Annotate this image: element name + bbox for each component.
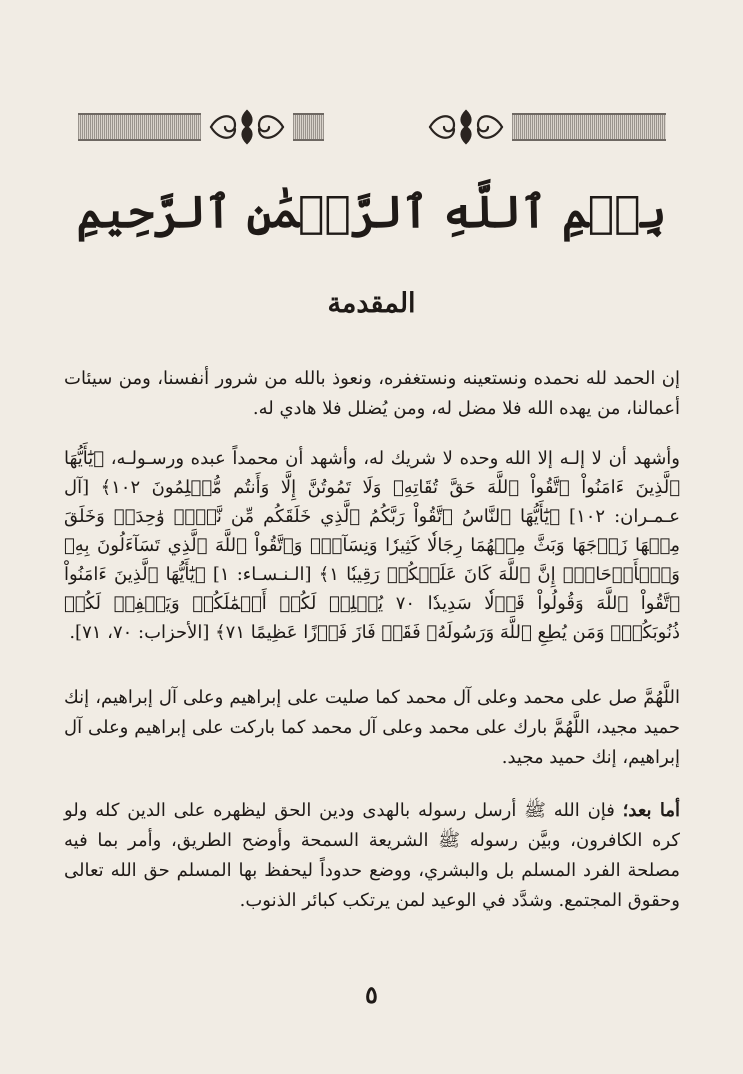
paragraph-text	[64, 444, 680, 647]
paragraph-amma-bad	[64, 796, 680, 916]
ornament-band	[78, 113, 201, 141]
flourish-icon	[420, 103, 512, 151]
basmala: بِسۡمِ ٱللَّهِ ٱلرَّحۡمَٰنِ ٱلرَّحِيمِ	[76, 187, 667, 238]
ornament-band	[512, 113, 666, 141]
ornament-band	[293, 113, 324, 141]
header-ornament-right	[420, 103, 666, 151]
paragraph-testimony	[64, 444, 680, 647]
page-title: المقدمة	[327, 288, 416, 319]
testimony-text: وأشهد أن لا إلـه إلا الله وحده لا شريك له، وأشهد أن محمداً عبده ورسـولـه،	[110, 448, 680, 469]
paragraph-text: اللَّهُمَّ صل على محمد وعلى آل محمد كما صليت على إبراهيم وعلى آل إبراهيم، إنك حميد مجيد، اللَّهُمَّ بارك على محمد وعلى آل محمد كما باركت على إبراهيم وعلى آل إبراهيم، إنك حميد مجيد.	[64, 687, 680, 768]
amma-bad-text: فإن الله ﷺ أرسل رسوله بالهدى ودين الحق ليظهره على الدين كله ولو كره الكافرون، وبيَّن رسوله ﷺ الشريعة السمحة وأوضح الطريق، وأمر بما فيه مصلحة الفرد المسلم بل والبشري، ووضع حدوداً ليحفظ بها المسلم حق الله تعالى وحقوق المجتمع. وشدَّد في الوعيد لمن يرتكب كبائر الذنوب.	[64, 800, 680, 911]
paragraph-praise	[64, 364, 680, 424]
paragraph-text: إن الحمد لله نحمده ونستعينه ونستغفره، ونعوذ بالله من شرور أنفسنا، ومن سيئات أعمالنا، من يهده الله فلا مضل له، ومن يُضلل فلا هادي له.	[64, 368, 680, 419]
flourish-icon	[201, 103, 293, 151]
paragraph-text	[64, 796, 680, 916]
amma-bad-lead: أما بعد؛	[622, 800, 680, 821]
header-ornament-left	[78, 103, 324, 151]
paragraph-salawat	[64, 683, 680, 773]
quran-verses: ﴿يَٰٓأَيُّهَا ٱلَّذِينَ ءَامَنُواْ ٱتَّقُواْ ٱللَّهَ حَقَّ تُقَاتِهِۦ وَلَا تَمُوتُنَّ إِلَّا وَأَنتُم مُّسۡلِمُونَ ١٠٢﴾ [آل عـمـران: ١٠٢] ﴿يَٰٓأَيُّهَا ٱلنَّاسُ ٱتَّقُواْ رَبَّكُمُ ٱلَّذِي خَلَقَكُم مِّن نَّفۡسٖ وَٰحِدَةٖ وَخَلَقَ مِنۡهَا زَوۡجَهَا وَبَثَّ مِنۡهُمَا رِجَالٗا كَثِيرٗا وَنِسَآءٗۚ وَٱتَّقُواْ ٱللَّهَ ٱلَّذِي تَسَآءَلُونَ بِهِۦ وَٱلۡأَرۡحَامَۚ إِنَّ ٱللَّهَ كَانَ عَلَيۡكُمۡ رَقِيبٗا ١﴾ [الـنـسـاء: ١] ﴿يَٰٓأَيُّهَا ٱلَّذِينَ ءَامَنُواْ ٱتَّقُواْ ٱللَّهَ وَقُولُواْ قَوۡلٗا سَدِيدٗا ٧٠ يُصۡلِحۡ لَكُمۡ أَعۡمَٰلَكُمۡ وَيَغۡفِرۡ لَكُمۡ ذُنُوبَكُمۡۗ وَمَن يُطِعِ ٱللَّهَ وَرَسُولَهُۥ فَقَدۡ فَازَ فَوۡزًا عَظِيمًا ٧١﴾ [الأحزاب: ٧٠، ٧١].	[64, 448, 680, 643]
page-number: ٥	[365, 980, 378, 1009]
